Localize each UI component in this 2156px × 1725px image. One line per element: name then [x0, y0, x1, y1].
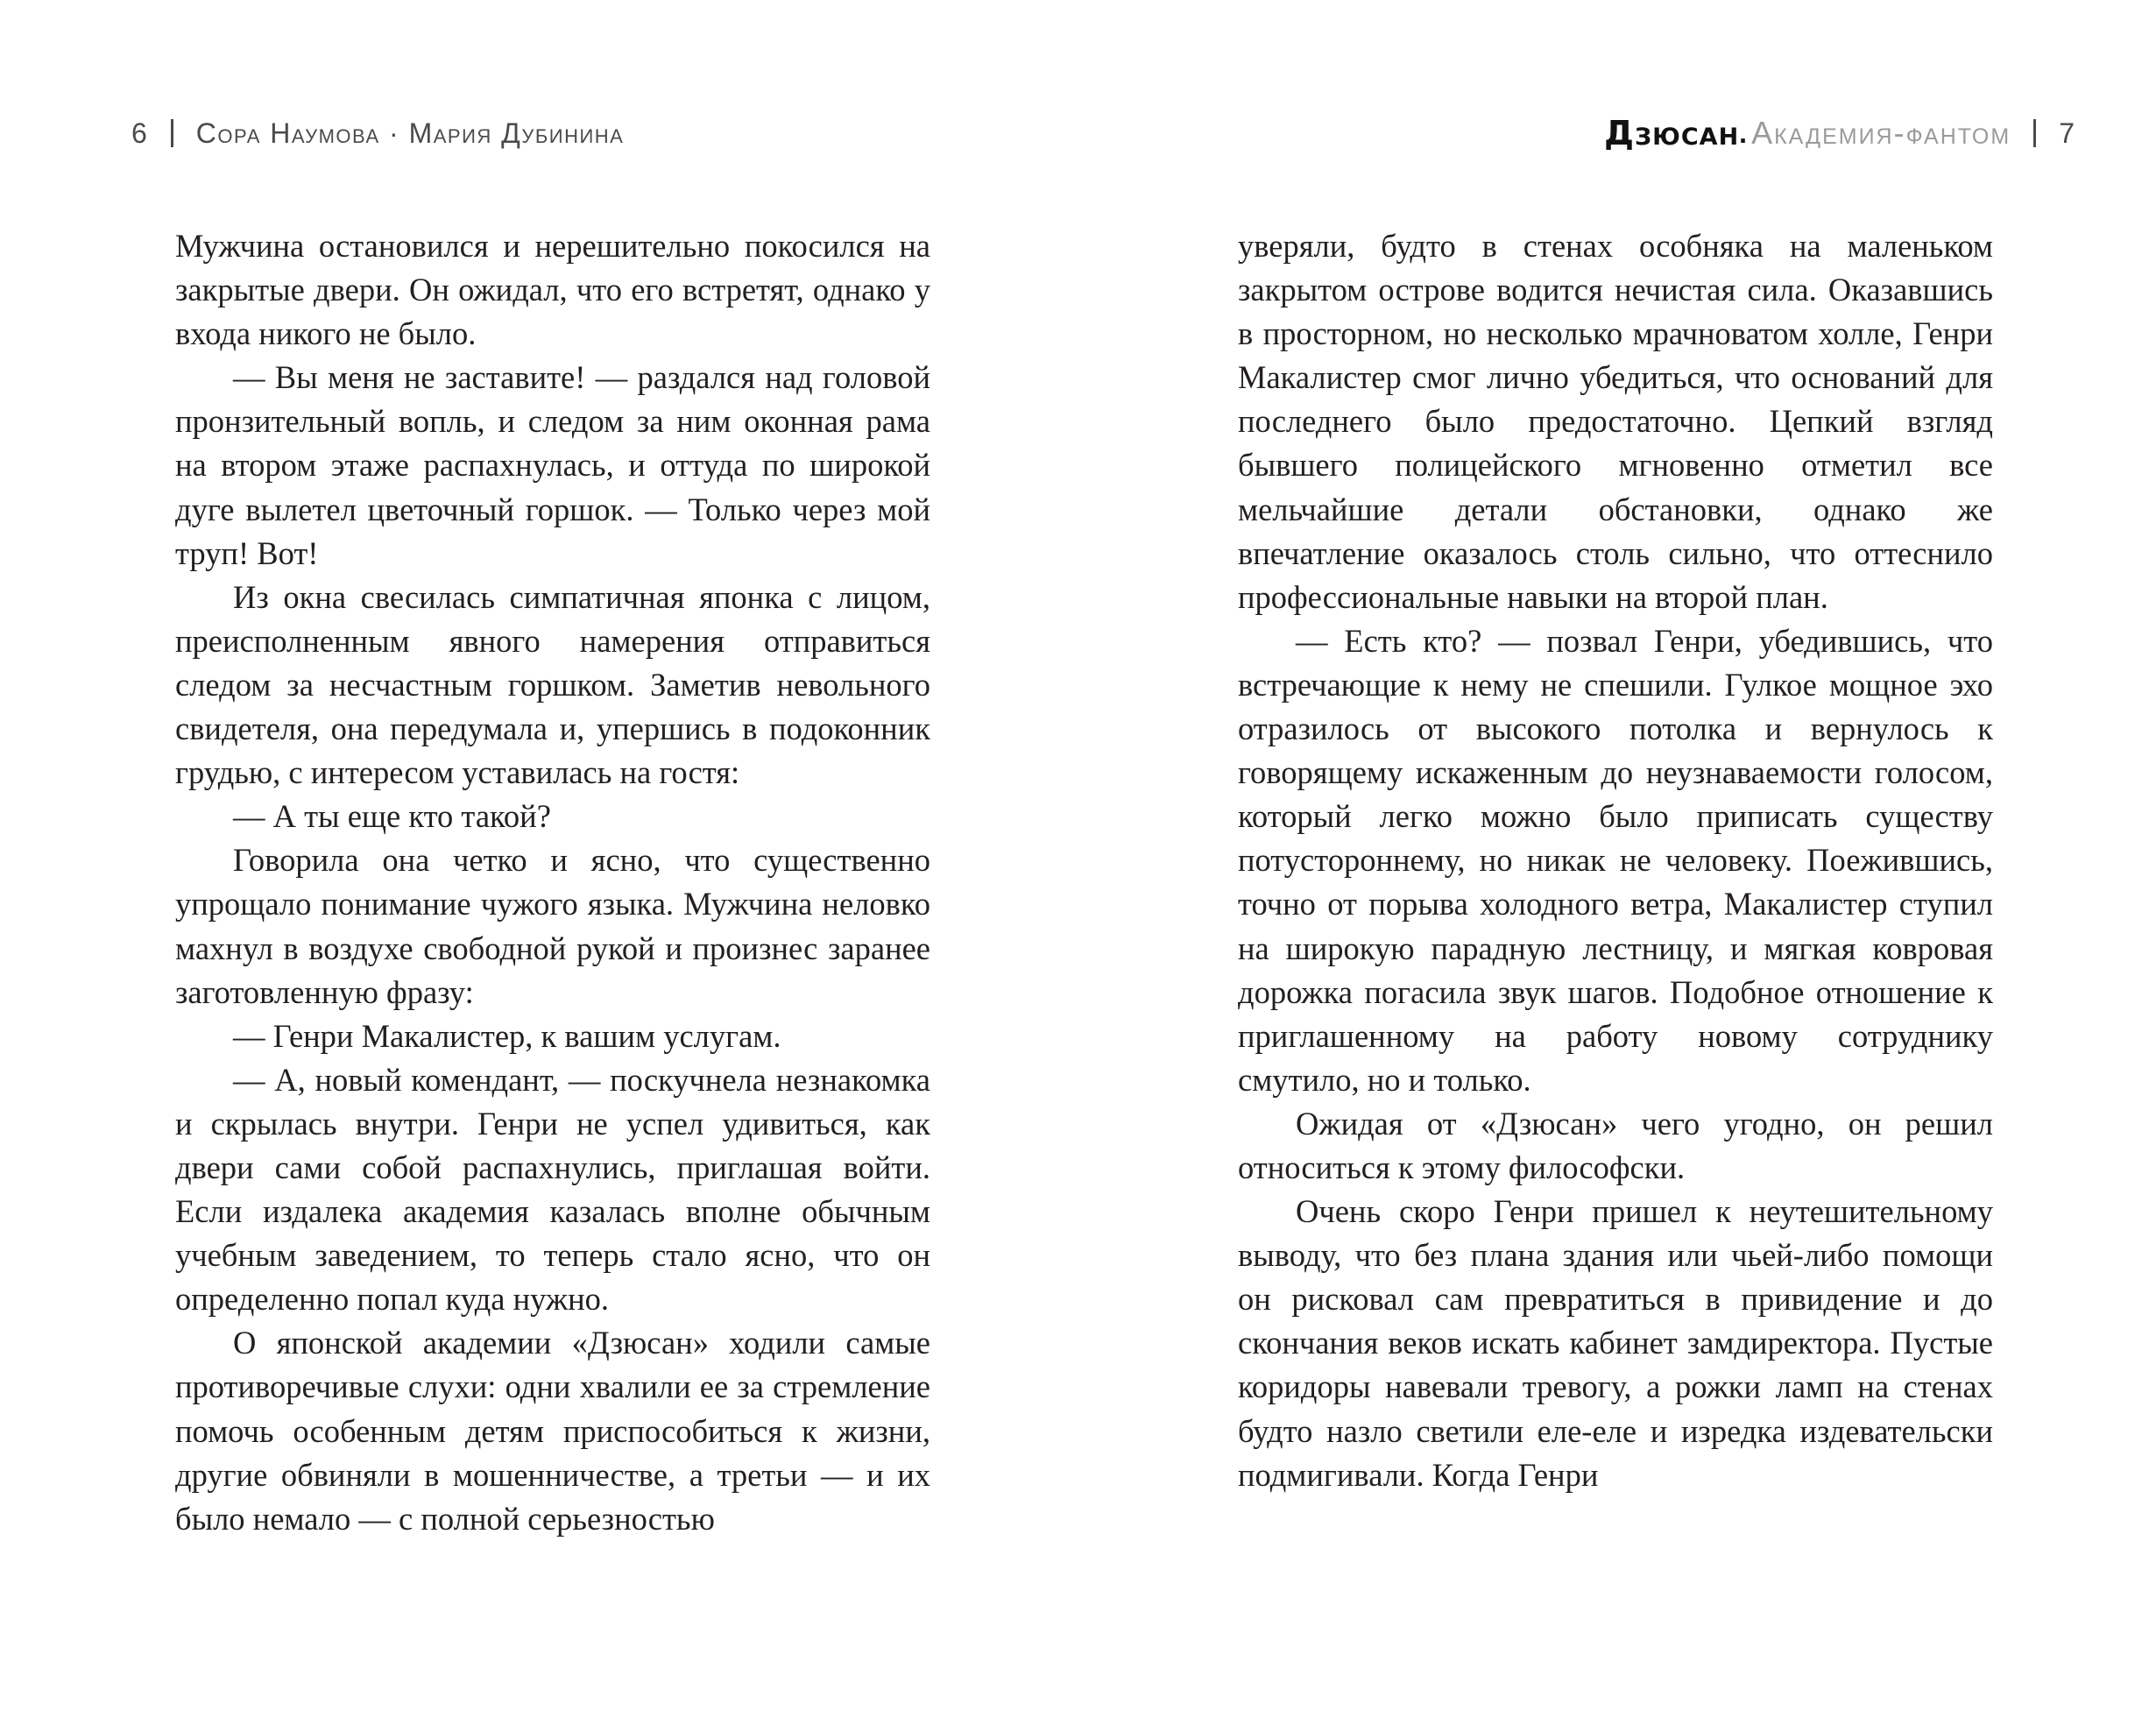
left-running-head — [131, 112, 624, 154]
paragraph: Из окна свесилась симпатичная японка с лицом, преисполненным явного намерения отправиться следом за несчастным горшком. Заметив невольного свидетеля, она передумала и, упершись в подоконник грудью, с интересом уставилась на гостя: — [175, 578, 930, 791]
paragraph: — А ты еще кто такой? — [233, 798, 551, 835]
brand-title: Дзюсан — [1604, 114, 1740, 152]
paragraph: Ожидая от «Дзюсан» чего угодно, он решил относиться к этому философски. — [1238, 1105, 1993, 1185]
header-divider — [2033, 119, 2036, 147]
paragraph: Очень скоро Генри пришел к неутешительному выводу, что без плана здания или чьей-либо помощи он рисковал сам превратиться в привидение и до скончания веков искать кабинет замдиректора. Пустые коридоры навевали тревогу, а рожки ламп на стенах будто назло светили еле-еле и изредка издевательски подмигивали. Когда Генри — [1238, 1193, 1993, 1493]
brand-separator: . — [1739, 117, 1749, 149]
paragraph: — А, новый комендант, — поскучнела незнакомка и скрылась внутри. Генри не успел удивиться, как двери сами собой распахнулись, приглашая войти. Если издалека академия казалась вполне обычным учебным заведением, то теперь стало ясно, что он определенно попал куда нужно. — [175, 1061, 930, 1318]
left-text-column — [175, 224, 930, 1541]
left-page-number: 6 — [131, 117, 148, 149]
paragraph: Говорила она четко и ясно, что существенно упрощало понимание чужого языка. Мужчина неловко махнул в воздухе свободной рукой и произнес заранее заготовленную фразу: — [175, 842, 930, 1010]
paragraph: Мужчина остановился и нерешительно покосился на закрытые двери. Он ожидал, что его встретят, однако у входа никого не было. — [175, 228, 930, 352]
paragraph: О японской академии «Дзюсан» ходили самые противоречивые слухи: одни хвалили ее за стремление помочь особенным детям приспособиться к жизни, другие обвиняли в мошенничестве, а третьи — и их было немало — с полной серьезностью — [175, 1325, 930, 1537]
paragraph: уверяли, будто в стенах особняка на маленьком закрытом острове водится нечистая сила. Оказавшись в просторном, но несколько мрачноватом холле, Генри Макалистер смог лично убедиться, что оснований для последнего было предостаточно. Цепкий взгляд бывшего полицейского мгновенно отметил все мельчайшие детали обстановки, однако же впечатление оказалось столь сильно, что оттеснило профессиональные навыки на второй план. — [1238, 228, 1993, 615]
book-subtitle: Академия-фантом — [1751, 115, 2011, 151]
authors-line: Сора Наумова · Мария Дубинина — [195, 117, 625, 149]
right-page-number: 7 — [2059, 117, 2075, 149]
right-page — [1078, 0, 2156, 1725]
paragraph: — Есть кто? — позвал Генри, убедившись, что встречающие к нему не спешили. Гулкое мощное эхо отразилось от высокого потолка и вернулось к говорящему искаженным до неузнаваемости голосом, который легко можно было приписать существу потустороннему, но никак не человеку. Поежившись, точно от порыва холодного ветра, Макалистер ступил на широкую парадную лестницу, и мягкая ковровая дорожка погасила звук шагов. Подобное отношение к приглашенному на работу новому сотруднику смутило, но и только. — [1238, 622, 1993, 1098]
header-divider — [171, 119, 173, 147]
paragraph: — Генри Макалистер, к вашим услугам. — [233, 1017, 781, 1054]
right-text-column — [1238, 224, 1993, 1497]
paragraph: — Вы меня не заставите! — раздался над головой пронзительный вопль, и следом за ним оконная рама на втором этаже распахнулась, и оттуда по широкой дуге вылетел цветочный горшок. — Только через мой труп! Вот! — [175, 359, 930, 571]
right-running-head — [1078, 112, 2156, 154]
